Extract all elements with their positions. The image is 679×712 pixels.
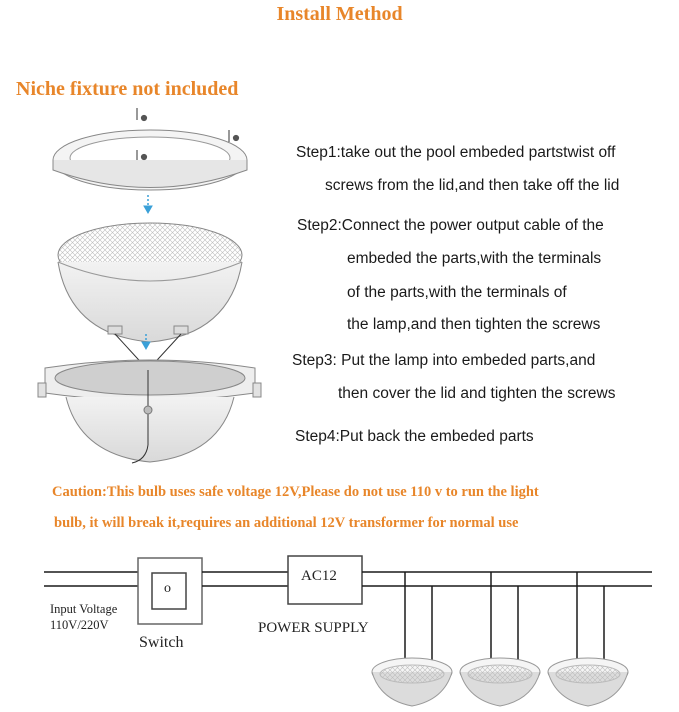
lid-ring xyxy=(53,130,247,190)
step2-line4: the lamp,and then tighten the screws xyxy=(347,316,601,333)
input-voltage-label: Input Voltage xyxy=(50,602,118,616)
caution-line1: Caution:This bulb uses safe voltage 12V,Please do not use 110 v to run the light xyxy=(52,484,539,500)
pool-lamp-icon xyxy=(460,658,540,706)
page-title: Install Method xyxy=(276,3,403,25)
niche-illustration xyxy=(38,360,261,463)
niche-note: Niche fixture not included xyxy=(16,78,239,100)
lamp-illustration xyxy=(58,223,242,370)
switch-symbol: o xyxy=(164,581,171,596)
step3-line1: Step3: Put the lamp into embeded parts,and xyxy=(292,352,596,369)
pool-lamp-icon xyxy=(372,658,452,706)
step1-line2: screws from the lid,and then take off the lid xyxy=(325,177,620,194)
step4-line1: Step4:Put back the embeded parts xyxy=(295,428,534,445)
caution-line2: bulb, it will break it,requires an additional 12V transformer for normal use xyxy=(54,515,519,531)
arrow-down-icon xyxy=(144,195,152,213)
input-voltage-value: 110V/220V xyxy=(50,618,109,632)
transformer-label: AC12 xyxy=(301,568,337,584)
power-supply-label: POWER SUPPLY xyxy=(258,620,369,636)
step3-line2: then cover the lid and tighten the screws xyxy=(338,385,616,402)
step2-line1: Step2:Connect the power output cable of the xyxy=(297,217,604,234)
step2-line3: of the parts,with the terminals of xyxy=(347,284,567,301)
step1-line1: Step1:take out the pool embeded partstwist off xyxy=(296,144,616,161)
switch-label: Switch xyxy=(139,634,184,651)
step2-line2: embeded the parts,with the terminals xyxy=(347,250,602,267)
wiring-diagram xyxy=(44,556,652,662)
pool-lamp-icon xyxy=(548,658,628,706)
